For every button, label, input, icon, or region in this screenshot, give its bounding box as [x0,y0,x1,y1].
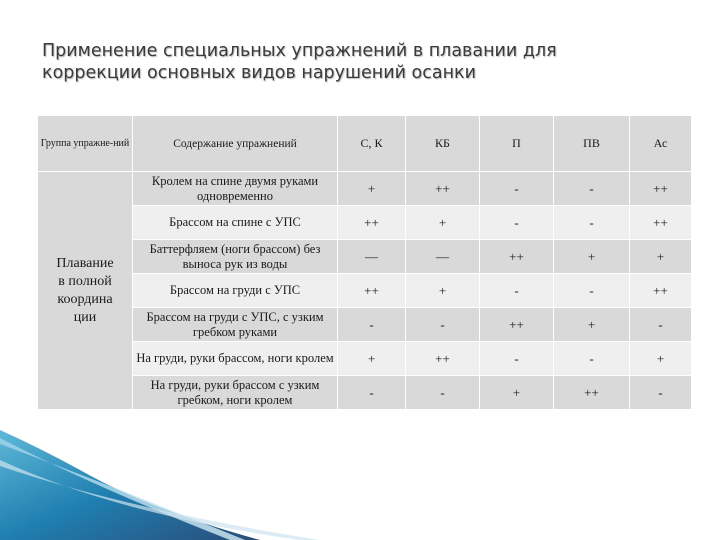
group-line: в полной [58,273,112,289]
header-sk: С, К [338,116,406,172]
header-p: П [480,116,554,172]
value-as: - [630,308,692,342]
exercise-content: Брассом на груди с УПС [133,274,338,308]
group-line: координа [57,291,113,307]
value-sk: — [338,240,406,274]
header-pv: ПВ [554,116,630,172]
value-p: ++ [480,308,554,342]
slide-title [42,40,682,84]
table-row [38,274,692,308]
slide-title-line-2: коррекции основных видов нарушений осанки [42,63,476,83]
exercise-content: Брассом на груди с УПС, с узким гребком руками [133,308,338,342]
exercise-content: Кролем на спине двумя руками одновременно [133,172,338,206]
value-p: ++ [480,240,554,274]
exercise-content: На груди, руки брассом с узким гребком, ноги кролем [133,376,338,410]
table-row [38,342,692,376]
value-p: - [480,342,554,376]
exercise-content: Брассом на спине с УПС [133,206,338,240]
value-as: - [630,376,692,410]
group-line: ции [73,309,97,325]
value-as: ++ [630,206,692,240]
exercise-content: Баттерфляем (ноги брассом) без выноса рук из воды [133,240,338,274]
table-row [38,206,692,240]
decorative-wave [0,430,720,540]
value-sk: + [338,342,406,376]
exercise-table [37,115,692,410]
value-p: - [480,206,554,240]
value-kb: - [406,376,480,410]
value-pv: - [554,274,630,308]
value-kb: ++ [406,172,480,206]
value-pv: ++ [554,376,630,410]
value-pv: - [554,206,630,240]
value-p: + [480,376,554,410]
value-as: ++ [630,172,692,206]
value-sk: + [338,172,406,206]
value-sk: - [338,376,406,410]
value-as: + [630,240,692,274]
value-as: ++ [630,274,692,308]
value-kb: + [406,274,480,308]
table-row [38,240,692,274]
group-cell [38,172,133,410]
value-pv: - [554,172,630,206]
value-pv: - [554,342,630,376]
value-kb: - [406,308,480,342]
value-p: - [480,172,554,206]
value-p: - [480,274,554,308]
value-sk: - [338,308,406,342]
header-kb: КБ [406,116,480,172]
header-as: Ас [630,116,692,172]
value-sk: ++ [338,206,406,240]
slide-title-line-1: Применение специальных упражнений в плавании для [42,41,557,61]
group-line: Плавание [56,255,114,271]
value-sk: ++ [338,274,406,308]
table-header-row [38,116,692,172]
value-pv: + [554,308,630,342]
value-kb: — [406,240,480,274]
table-row [38,172,692,206]
exercise-content: На груди, руки брассом, ноги кролем [133,342,338,376]
value-kb: ++ [406,342,480,376]
value-as: + [630,342,692,376]
value-pv: + [554,240,630,274]
value-kb: + [406,206,480,240]
header-group: Группа упражне-ний [38,116,133,172]
table-row [38,376,692,410]
table-row [38,308,692,342]
header-content: Содержание упражнений [133,116,338,172]
